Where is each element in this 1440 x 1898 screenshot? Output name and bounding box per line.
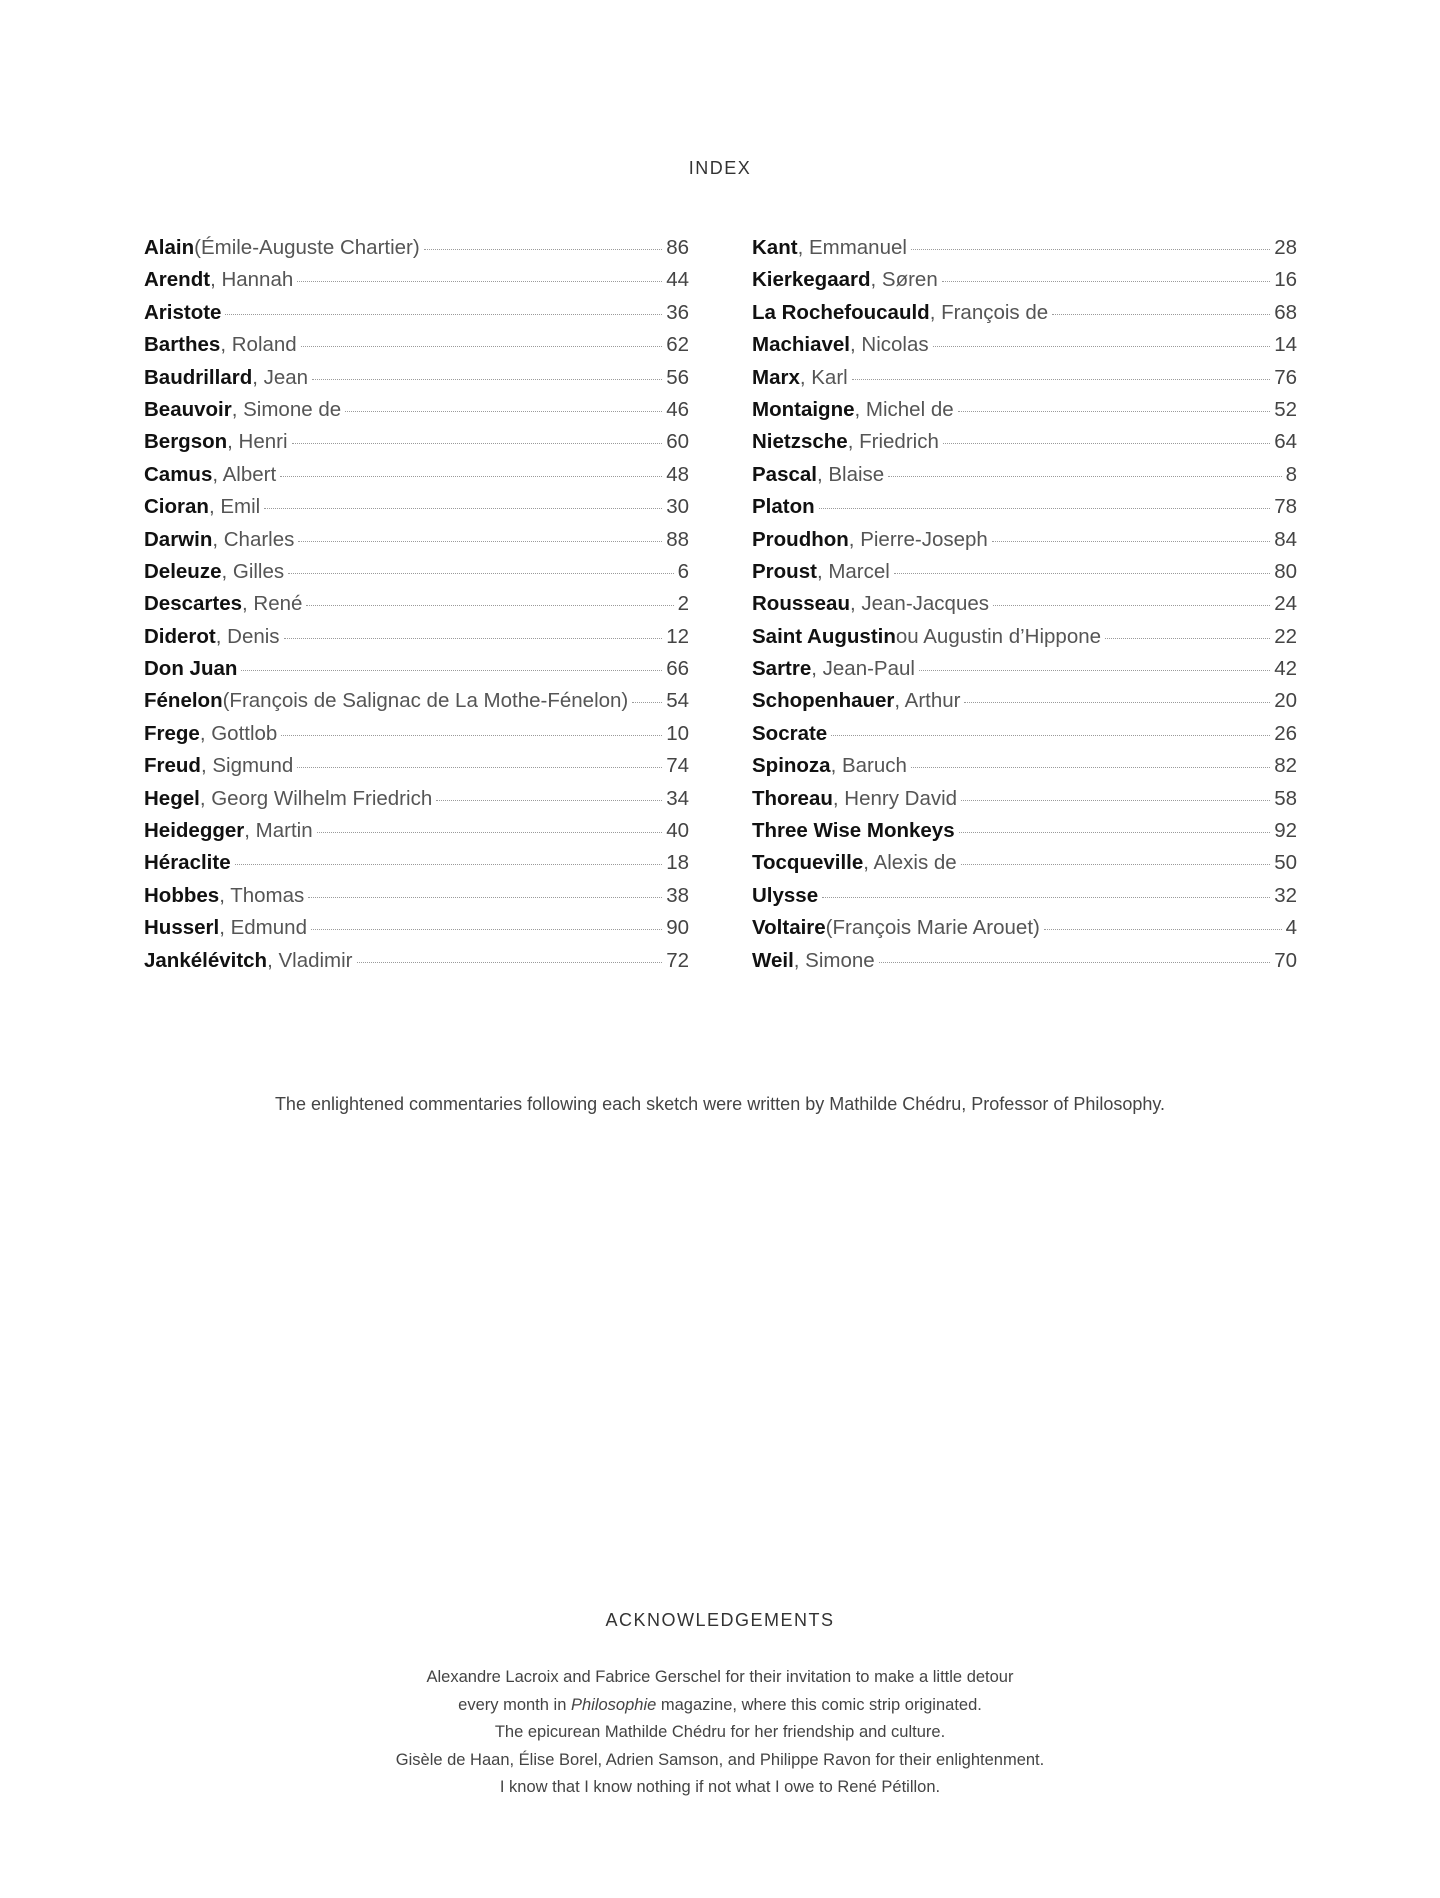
dot-leader — [288, 573, 673, 574]
entry-page-number: 82 — [1274, 754, 1297, 778]
index-entry — [144, 625, 689, 657]
entry-name: Fénelon — [144, 689, 223, 713]
entry-page-number: 22 — [1274, 624, 1297, 648]
entry-page-number: 30 — [666, 495, 689, 519]
dot-leader — [292, 443, 663, 444]
entry-page-number: 64 — [1274, 430, 1297, 454]
index-heading: INDEX — [688, 158, 752, 178]
index-entry — [752, 722, 1297, 754]
entry-page-number: 18 — [666, 851, 689, 875]
dot-leader — [306, 605, 673, 606]
entry-qualifier: (François Marie Arouet) — [825, 916, 1040, 940]
entry-qualifier: , Simone — [793, 948, 875, 972]
entry-name: Diderot — [144, 624, 216, 648]
entry-qualifier: , Emil — [208, 495, 261, 519]
dot-leader — [281, 735, 662, 736]
entry-page-number: 86 — [666, 236, 689, 259]
entry-page-number: 36 — [666, 300, 689, 324]
entry-name: Thoreau — [752, 786, 833, 810]
index-entry — [144, 916, 689, 948]
entry-page-number: 68 — [1274, 300, 1297, 324]
entry-name: Weil — [752, 948, 794, 972]
entry-name: Don Juan — [144, 657, 238, 681]
entry-name: Rousseau — [752, 592, 850, 616]
index-entry — [144, 430, 689, 462]
entry-page-number: 72 — [666, 948, 689, 972]
index-entry — [144, 884, 689, 916]
entry-name: Machiavel — [752, 333, 850, 357]
dot-leader — [436, 800, 662, 801]
entry-qualifier: , René — [242, 592, 303, 616]
entry-name: Descartes — [144, 592, 243, 616]
index-entry — [144, 722, 689, 754]
entry-qualifier: , Hannah — [210, 268, 294, 292]
index-column-right — [752, 236, 1297, 981]
index-entry — [144, 787, 689, 819]
entry-page-number: 74 — [666, 754, 689, 778]
entry-qualifier: , Jean-Jacques — [849, 592, 990, 616]
dot-leader — [297, 767, 662, 768]
ack-magazine-title: Philosophie — [570, 1695, 657, 1714]
index-entry — [752, 333, 1297, 365]
acknowledgements-body — [0, 1664, 1440, 1802]
entry-qualifier: , Thomas — [219, 883, 305, 907]
entry-name: Pascal — [752, 462, 817, 486]
entry-name: La Rochefoucauld — [752, 300, 930, 324]
index-entry — [144, 398, 689, 430]
entry-page-number: 80 — [1274, 559, 1297, 583]
dot-leader — [1105, 638, 1270, 639]
entry-page-number: 24 — [1274, 592, 1297, 616]
index-entry — [752, 560, 1297, 592]
index-entry — [144, 819, 689, 851]
dot-leader — [241, 670, 662, 671]
entry-qualifier: , Charles — [212, 527, 295, 551]
dot-leader — [1052, 314, 1270, 315]
entry-name: Platon — [752, 495, 815, 519]
entry-page-number: 60 — [666, 430, 689, 454]
index-entry — [144, 366, 689, 398]
entry-page-number: 32 — [1274, 883, 1297, 907]
dot-leader — [357, 962, 663, 963]
index-entry — [144, 463, 689, 495]
dot-leader — [911, 767, 1270, 768]
entry-qualifier: , Blaise — [816, 462, 885, 486]
entry-qualifier: , Friedrich — [847, 430, 939, 454]
dot-leader — [894, 573, 1270, 574]
entry-name: Frege — [144, 721, 200, 745]
ack-line: I know that I know nothing if not what I owe to René Pétillon. — [499, 1778, 941, 1796]
dot-leader — [958, 411, 1271, 412]
index-entry — [752, 949, 1297, 981]
entry-qualifier: , Arthur — [894, 689, 961, 713]
entry-qualifier: (François de Salignac de La Mothe-Fénelon) — [222, 689, 629, 713]
index-entry — [752, 236, 1297, 268]
dot-leader — [992, 541, 1270, 542]
index-entry — [144, 236, 689, 268]
index-entry — [752, 819, 1297, 851]
index-entry — [752, 463, 1297, 495]
entry-name: Barthes — [144, 333, 221, 357]
index-entry — [752, 851, 1297, 883]
dot-leader — [961, 864, 1270, 865]
entry-page-number: 90 — [666, 916, 689, 940]
index-entry — [752, 430, 1297, 462]
entry-page-number: 20 — [1274, 689, 1297, 713]
entry-name: Heidegger — [144, 819, 245, 843]
ack-text: magazine, where this comic strip originated. — [656, 1695, 982, 1714]
entry-page-number: 38 — [666, 883, 689, 907]
index-entry — [144, 689, 689, 721]
entry-qualifier: , Georg Wilhelm Friedrich — [199, 786, 433, 810]
dot-leader — [297, 281, 662, 282]
dot-leader — [993, 605, 1270, 606]
index-entry — [752, 689, 1297, 721]
entry-name: Schopenhauer — [752, 689, 895, 713]
entry-page-number: 62 — [666, 333, 689, 357]
dot-leader — [632, 702, 662, 703]
entry-name: Three Wise Monkeys — [752, 819, 955, 843]
entry-name: Montaigne — [752, 397, 855, 421]
dot-leader — [852, 379, 1270, 380]
dot-leader — [831, 735, 1270, 736]
entry-name: Voltaire — [752, 916, 826, 940]
entry-name: Kant — [752, 236, 798, 259]
index-entry — [752, 592, 1297, 624]
entry-qualifier: , Pierre-Joseph — [848, 527, 988, 551]
entry-name: Alain — [144, 236, 195, 259]
dot-leader — [933, 346, 1271, 347]
entry-name: Saint Augustin — [752, 624, 896, 648]
entry-qualifier: , Albert — [212, 462, 277, 486]
entry-page-number: 84 — [1274, 527, 1297, 551]
dot-leader — [919, 670, 1270, 671]
index-entry — [752, 657, 1297, 689]
entry-page-number: 92 — [1274, 819, 1297, 843]
entry-page-number: 28 — [1274, 236, 1297, 259]
entry-page-number: 46 — [666, 397, 689, 421]
commentary-note: The enlightened commentaries following each sketch were written by Mathilde Chédru, Professor of Philosophy. — [274, 1094, 1166, 1114]
entry-name: Freud — [144, 754, 201, 778]
index-entry — [752, 301, 1297, 333]
entry-name: Proust — [752, 559, 817, 583]
index-entry — [752, 625, 1297, 657]
entry-qualifier: , Jean — [252, 365, 309, 389]
dot-leader — [888, 476, 1281, 477]
entry-name: Aristote — [144, 300, 222, 324]
entry-name: Tocqueville — [752, 851, 864, 875]
entry-qualifier: , Emmanuel — [797, 236, 907, 259]
ack-line: Alexandre Lacroix and Fabrice Gerschel for their invitation to make a little detour — [426, 1668, 1014, 1686]
entry-name: Darwin — [144, 527, 213, 551]
entry-qualifier: , Roland — [220, 333, 297, 357]
entry-qualifier: , Edmund — [219, 916, 307, 940]
dot-leader — [822, 897, 1270, 898]
entry-name: Cioran — [144, 495, 209, 519]
index-entry — [144, 657, 689, 689]
index-entry — [752, 884, 1297, 916]
entry-qualifier: , Henry David — [832, 786, 958, 810]
entry-qualifier: , Vladimir — [267, 948, 353, 972]
entry-name: Camus — [144, 462, 213, 486]
entry-page-number: 42 — [1274, 657, 1297, 681]
entry-name: Kierkegaard — [752, 268, 871, 292]
entry-name: Jankélévitch — [144, 948, 268, 972]
entry-page-number: 52 — [1274, 397, 1297, 421]
entry-page-number: 78 — [1274, 495, 1297, 519]
entry-qualifier: , Karl — [799, 365, 848, 389]
dot-leader — [225, 314, 662, 315]
index-entry — [752, 916, 1297, 948]
entry-qualifier: (Émile-Auguste Chartier) — [194, 236, 420, 259]
index-entry — [144, 592, 689, 624]
entry-qualifier: , Alexis de — [863, 851, 957, 875]
index-entry — [144, 333, 689, 365]
dot-leader — [235, 864, 663, 865]
dot-leader — [959, 832, 1271, 833]
entry-name: Bergson — [144, 430, 228, 454]
entry-qualifier: ou Augustin d’Hippone — [895, 624, 1102, 648]
entry-page-number: 58 — [1274, 786, 1297, 810]
entry-qualifier: , Henri — [227, 430, 288, 454]
dot-leader — [284, 638, 663, 639]
index-entry — [752, 398, 1297, 430]
entry-page-number: 16 — [1274, 268, 1297, 292]
ack-line: Gisèle de Haan, Élise Borel, Adrien Samson, and Philippe Ravon for their enlightenment. — [395, 1750, 1045, 1769]
entry-qualifier: , Sigmund — [200, 754, 294, 778]
entry-page-number: 34 — [666, 786, 689, 810]
entry-qualifier: , Søren — [870, 268, 938, 292]
entry-name: Beauvoir — [144, 397, 232, 421]
entry-qualifier: , Martin — [244, 819, 313, 843]
ack-text: every month in — [458, 1695, 571, 1714]
index-entry — [144, 851, 689, 883]
entry-name: Baudrillard — [144, 365, 253, 389]
entry-page-number: 10 — [666, 721, 689, 745]
dot-leader — [961, 800, 1270, 801]
entry-page-number: 26 — [1274, 721, 1297, 745]
acknowledgements-heading: ACKNOWLEDGEMENTS — [605, 1610, 835, 1630]
entry-name: Sartre — [752, 657, 812, 681]
entry-name: Deleuze — [144, 559, 222, 583]
entry-page-number: 56 — [666, 365, 689, 389]
dot-leader — [879, 962, 1271, 963]
entry-qualifier: , Denis — [215, 624, 280, 648]
entry-page-number: 14 — [1274, 333, 1297, 357]
dot-leader — [298, 541, 662, 542]
entry-page-number: 8 — [1285, 462, 1297, 486]
index-entry — [752, 366, 1297, 398]
index-entry — [752, 495, 1297, 527]
entry-qualifier: , Michel de — [854, 397, 954, 421]
entry-page-number: 54 — [666, 689, 689, 713]
index-entry — [144, 949, 689, 981]
entry-name: Marx — [752, 365, 800, 389]
dot-leader — [819, 508, 1271, 509]
entry-page-number: 4 — [1285, 916, 1297, 940]
entry-page-number: 2 — [677, 592, 689, 616]
index-entry — [144, 754, 689, 786]
index-entry — [144, 560, 689, 592]
entry-qualifier: , Simone de — [231, 397, 342, 421]
entry-name: Hobbes — [144, 883, 220, 907]
ack-line — [0, 1692, 1440, 1720]
entry-qualifier: , Baruch — [830, 754, 907, 778]
dot-leader — [964, 702, 1270, 703]
dot-leader — [1044, 929, 1282, 930]
ack-line: The epicurean Mathilde Chédru for her friendship and culture. — [494, 1723, 946, 1741]
index-entry — [752, 268, 1297, 300]
entry-page-number: 12 — [666, 624, 689, 648]
entry-page-number: 70 — [1274, 948, 1297, 972]
dot-leader — [280, 476, 662, 477]
index-entry — [144, 528, 689, 560]
index-entry — [144, 301, 689, 333]
entry-name: Ulysse — [752, 883, 819, 907]
entry-qualifier: , Marcel — [816, 559, 890, 583]
entry-name: Arendt — [144, 268, 211, 292]
entry-page-number: 44 — [666, 268, 689, 292]
entry-page-number: 6 — [677, 559, 689, 583]
index-entry — [144, 495, 689, 527]
entry-qualifier: , Nicolas — [850, 333, 929, 357]
entry-page-number: 66 — [666, 657, 689, 681]
entry-name: Spinoza — [752, 754, 831, 778]
dot-leader — [317, 832, 663, 833]
entry-qualifier: , Jean-Paul — [811, 657, 915, 681]
entry-page-number: 50 — [1274, 851, 1297, 875]
entry-page-number: 48 — [666, 462, 689, 486]
index-column-left — [144, 236, 689, 981]
dot-leader — [311, 929, 662, 930]
entry-page-number: 88 — [666, 527, 689, 551]
entry-name: Husserl — [144, 916, 220, 940]
entry-name: Proudhon — [752, 527, 849, 551]
dot-leader — [264, 508, 662, 509]
index-entry — [752, 528, 1297, 560]
dot-leader — [301, 346, 662, 347]
dot-leader — [911, 249, 1270, 250]
entry-name: Nietzsche — [752, 430, 848, 454]
entry-page-number: 76 — [1274, 365, 1297, 389]
dot-leader — [942, 281, 1270, 282]
dot-leader — [308, 897, 662, 898]
entry-name: Hegel — [144, 786, 200, 810]
dot-leader — [424, 249, 662, 250]
dot-leader — [312, 379, 662, 380]
dot-leader — [345, 411, 662, 412]
entry-page-number: 40 — [666, 819, 689, 843]
entry-name: Socrate — [752, 721, 828, 745]
entry-qualifier: , Gilles — [221, 559, 285, 583]
dot-leader — [943, 443, 1270, 444]
index-entry — [144, 268, 689, 300]
entry-qualifier: , Gottlob — [199, 721, 278, 745]
index-entry — [752, 754, 1297, 786]
entry-name: Héraclite — [144, 851, 231, 875]
entry-qualifier: , François de — [929, 300, 1049, 324]
index-entry — [752, 787, 1297, 819]
